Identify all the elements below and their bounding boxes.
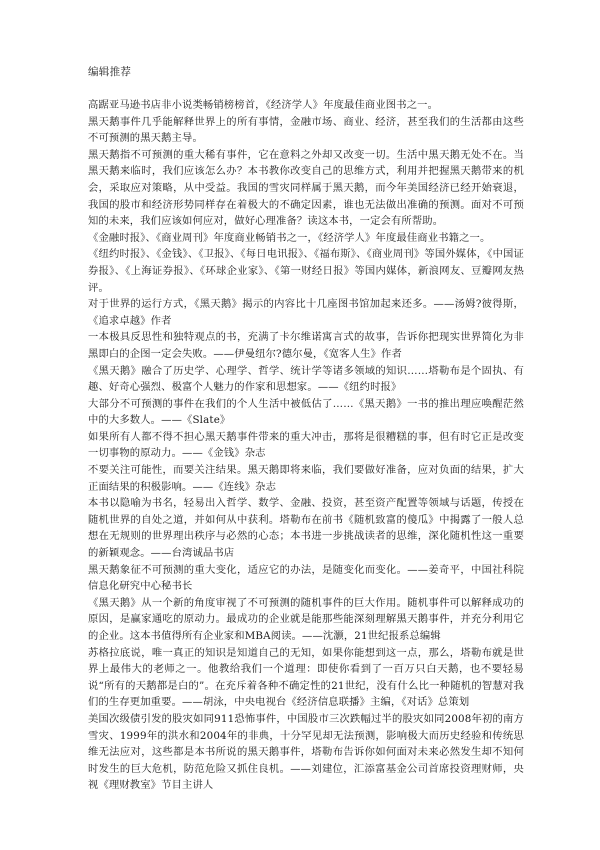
paragraph-10: 如果所有人都不得不担心黑天鹅事件带来的重大冲击，那将是很糟糕的事，但有时它正是改变一切事物的原动力。——《金钱》杂志	[88, 430, 524, 460]
paragraph-6: 对于世界的运行方式，《黑天鹅》揭示的内容比十几座图书馆加起来还多。——汤姆?彼得斯，《追求卓越》作者	[88, 298, 524, 327]
paragraph-16: 美国次级债引发的股灾如同911恐怖事件，中国股市三次跌幅过半的股灾如同2008年初的南方雪灾、1999年的洪水和2004年的非典，十分罕见却无法预测，影响极大而历史经验和传统思维无法应对，这些都是本书所说的黑天鹅事件，塔勒布告诉你如何面对未来必然发生却不知何时发生的巨大危机，防范危险又抓住良机。——刘建位，汇添富基金公司首席投资理财师，央视《理财教室》节目主讲人	[88, 712, 524, 792]
section-heading: 编辑推荐	[88, 66, 132, 78]
paragraph-13: 黑天鹅象征不可预测的重大变化，适应它的办法，是随变化而变化。——姜奇平，中国社科院信息化研究中心秘书长	[88, 563, 524, 593]
paragraph-7: 一本极具反思性和独特观点的书，充满了卡尔维诺寓言式的故事，告诉你把现实世界简化为非黑即白的企图一定会失败。——伊曼纽尔?德尔曼，《宽客人生》作者	[88, 331, 524, 360]
paragraph-15: 苏格拉底说，唯一真正的知识是知道自己的无知，如果你能想到这一点，那么，塔勒布就是世界上最伟大的老师之一。他教给我们一个道理：即使你看到了一百万只白天鹅，也不要轻易说“所有的天鹅都是白的”。在充斥着各种不确定性的21世纪，没有什么比一种随机的智慧对我们的生存更加重要。——胡泳，中央电视台《经济信息联播》主编，《对话》总策划	[88, 646, 524, 709]
document-page	[88, 64, 524, 794]
paragraph-14: 《黑天鹅》从一个新的角度审视了不可预测的随机事件的巨大作用。随机事件可以解释成功的原因，是赢家通吃的原动力。最成功的企业就是能那些能深刻理解黑天鹅事件，并充分利用它的企业。这本书值得所有企业家和MBA阅读。——沈灏，21世纪报系总编辑	[88, 596, 524, 642]
paragraph-3: 黑天鹅指不可预测的重大稀有事件，它在意料之外却又改变一切。生活中黑天鹅无处不在。当黑天鹅来临时，我们应该怎么办？本书教你改变自己的思维方式，利用并把握黑天鹅带来的机会，采取应对策略，从中受益。我国的雪灾同样属于黑天鹅，而今年美国经济已经开始衰退，我国的股市和经济形势同样存在着极大的不确定因素，谁也无法做出准确的预测。面对不可预知的未来，我们应该如何应对，做好心理准备？读这本书，一定会有所帮助。	[88, 148, 524, 228]
paragraph-8: 《黑天鹅》融合了历史学、心理学、哲学、统计学等诸多领域的知识……塔勒布是个固执、有趣、好奇心强烈、极富个人魅力的作家和思想家。——《纽约时报》	[88, 364, 524, 394]
paragraph-11: 不要关注可能性，而要关注结果。黑天鹅即将来临，我们要做好准备，应对负面的结果，扩大正面结果的积极影响。——《连线》杂志	[88, 464, 524, 493]
paragraph-2: 黑天鹅事件几乎能解释世界上的所有事情，金融市场、商业、经济，甚至我们的生活都由这些不可预测的黑天鹅主导。	[88, 115, 524, 145]
paragraph-12: 本书以隐喻为书名，轻易出入哲学、数学、金融、投资，甚至资产配置等领域与话题，传授在随机世界的自处之道，并如何从中获利。塔勒布在前书《随机致富的傻瓜》中揭露了一般人总想在无规则的世界理出秩序与必然的心态；本书进一步挑战读者的思维，深化随机性这一重要的新颖观念。——台湾诚品书店	[88, 497, 524, 560]
paragraph-4: 《金融时报》、《商业周刊》年度商业畅销书之一，《经济学人》年度最佳商业书籍之一。	[88, 231, 491, 244]
paragraph-1: 高踞亚马逊书店非小说类畅销榜榜首，《经济学人》年度最佳商业图书之一。	[88, 99, 439, 111]
paragraph-9: 大部分不可预测的事件在我们的个人生活中被低估了……《黑天鹅》一书的推出理应唤醒茫然中的大多数人。——《Slate》	[88, 397, 524, 427]
paragraph-5: 《纽约时报》、《金钱》、《卫报》、《每日电讯报》、《福布斯》、《商业周刊》等国外媒体，《中国证券报》、《上海证券报》、《环球企业家》、《第一财经日报》等国内媒体，新浪网友、豆瓣网友热评。	[88, 248, 524, 294]
